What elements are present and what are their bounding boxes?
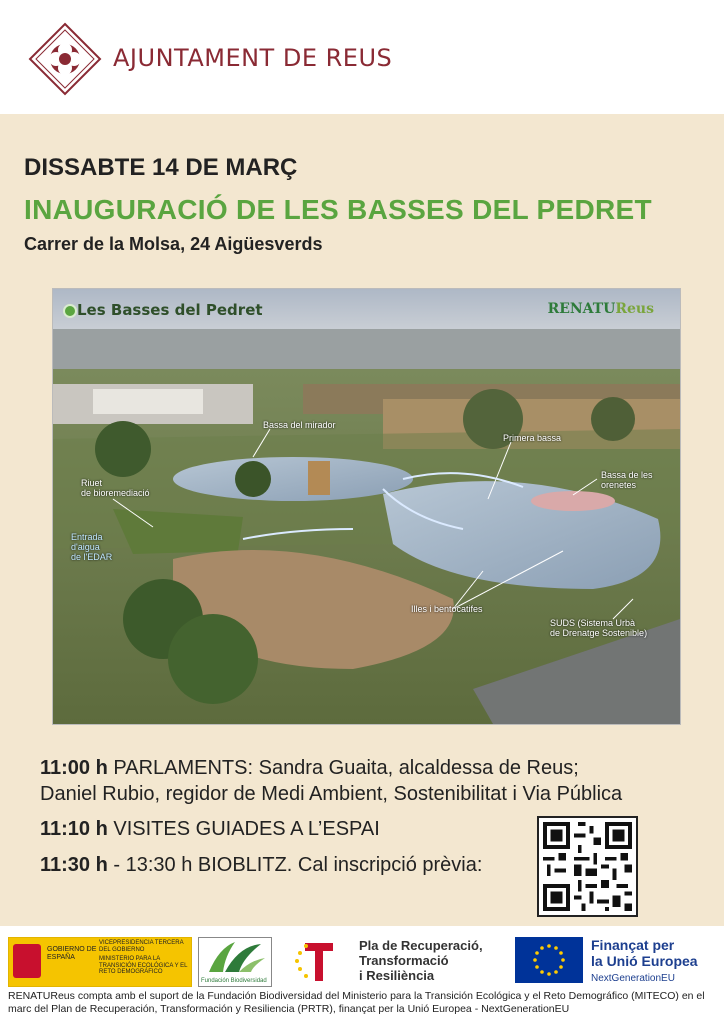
brand-part-b: Reus	[615, 301, 654, 317]
spain-coat-of-arms-icon	[13, 944, 41, 978]
eu-funding-logo	[515, 937, 715, 987]
aerial-photo	[52, 288, 681, 725]
prtr-line-3: i Resiliència	[359, 967, 435, 983]
ministry-text	[99, 940, 189, 976]
event-date: DISSABTE 14 DE MARÇ	[24, 154, 298, 181]
prtr-line-2: Transformació	[359, 952, 449, 968]
label-entrada-2: d'aigua	[71, 541, 100, 552]
label-entrada-1: Entrada	[71, 532, 103, 542]
title-marker-icon	[63, 304, 77, 318]
aerial-illustration	[53, 289, 680, 724]
schedule-item-1-cont	[40, 783, 622, 806]
schedule-time-3: 11:30 h	[40, 854, 108, 876]
fundacion-text: Fundación Biodiversidad	[201, 978, 267, 984]
prtr-mark-icon	[291, 937, 341, 985]
gobierno-logo	[8, 937, 192, 987]
eu-nextgen-text: NextGenerationEU	[591, 973, 675, 984]
brand-part-a: RENATU	[547, 301, 616, 317]
ministerio-text: MINISTERIO PARA LA TRANSICIÓN ECOLÓGICA Y EL RETO DEMOGRÁFICO	[99, 956, 188, 976]
funding-credits: RENATUReus compta amb el suport de la Fundación Biodiversidad del Ministerio para la Transición Ecológica y el Reto Demográfico (MITECO) en el marc del Plan de Recuperación, Transformación y Resiliencia (PRTR), finançat per la Unió Europea - NextGenerationEU	[8, 990, 705, 1016]
registration-qr-code[interactable]	[537, 816, 638, 917]
renatureus-logo	[548, 301, 654, 317]
label-entrada	[71, 533, 112, 563]
label-suds-1: SUDS (Sistema Urbà	[550, 618, 636, 628]
event-address: Carrer de la Molsa, 24 Aigüesverds	[24, 234, 323, 254]
gobierno-text: GOBIERNO DE ESPAÑA	[47, 946, 97, 961]
schedule-text-1b: Daniel Rubio, regidor de Medi Ambient, Sostenibilitat i Via Pública	[40, 783, 623, 805]
label-illes: Illes i bentocatifes	[411, 604, 483, 614]
vicepresidencia-text: VICEPRESIDENCIA TERCERA DEL GOBIERNO	[99, 940, 184, 953]
grass-icon	[199, 938, 271, 974]
schedule-item-2	[40, 818, 380, 841]
label-riuet	[81, 479, 150, 499]
label-primera-bassa: Primera bassa	[503, 433, 562, 443]
schedule-item-3	[40, 854, 482, 877]
label-entrada-3: de l'EDAR	[71, 551, 113, 562]
label-orenetes-1: Bassa de les	[601, 470, 653, 480]
label-riuet-1: Riuet	[81, 478, 103, 488]
org-name: AJUNTAMENT DE REUS	[113, 44, 393, 72]
reus-rose-icon	[28, 22, 102, 96]
label-riuet-2: de bioremediació	[81, 487, 150, 498]
eu-flag-icon	[515, 937, 583, 983]
eu-text	[591, 937, 698, 969]
schedule-text-2: VISITES GUIADES A L’ESPAI	[107, 818, 380, 840]
header	[0, 0, 724, 114]
schedule-text-3: - 13:30 h BIOBLITZ. Cal inscripció prèvia:	[107, 854, 483, 876]
label-suds	[550, 619, 647, 639]
eu-line-1: Finançat per	[591, 937, 675, 953]
prtr-line-1: Pla de Recuperació,	[359, 938, 483, 953]
eu-line-2: la Unió Europea	[591, 953, 698, 970]
schedule-item-1	[40, 757, 579, 780]
label-mirador: Bassa del mirador	[263, 420, 336, 430]
fundacion-biodiversidad-logo	[198, 937, 272, 987]
label-orenetes-2: orenetes	[601, 479, 637, 490]
prtr-logo	[291, 937, 501, 987]
event-title: INAUGURACIÓ DE LES BASSES DEL PEDRET	[24, 194, 652, 225]
schedule-time-1: 11:00 h	[40, 757, 108, 779]
schedule-time-2: 11:10 h	[40, 818, 108, 840]
label-orenetes	[601, 471, 661, 491]
photo-title: Les Basses del Pedret	[77, 301, 263, 319]
prtr-text	[359, 939, 483, 984]
schedule-text-1: PARLAMENTS: Sandra Guaita, alcaldessa de Reus;	[107, 757, 579, 779]
label-suds-2: de Drenatge Sostenible)	[550, 627, 648, 638]
